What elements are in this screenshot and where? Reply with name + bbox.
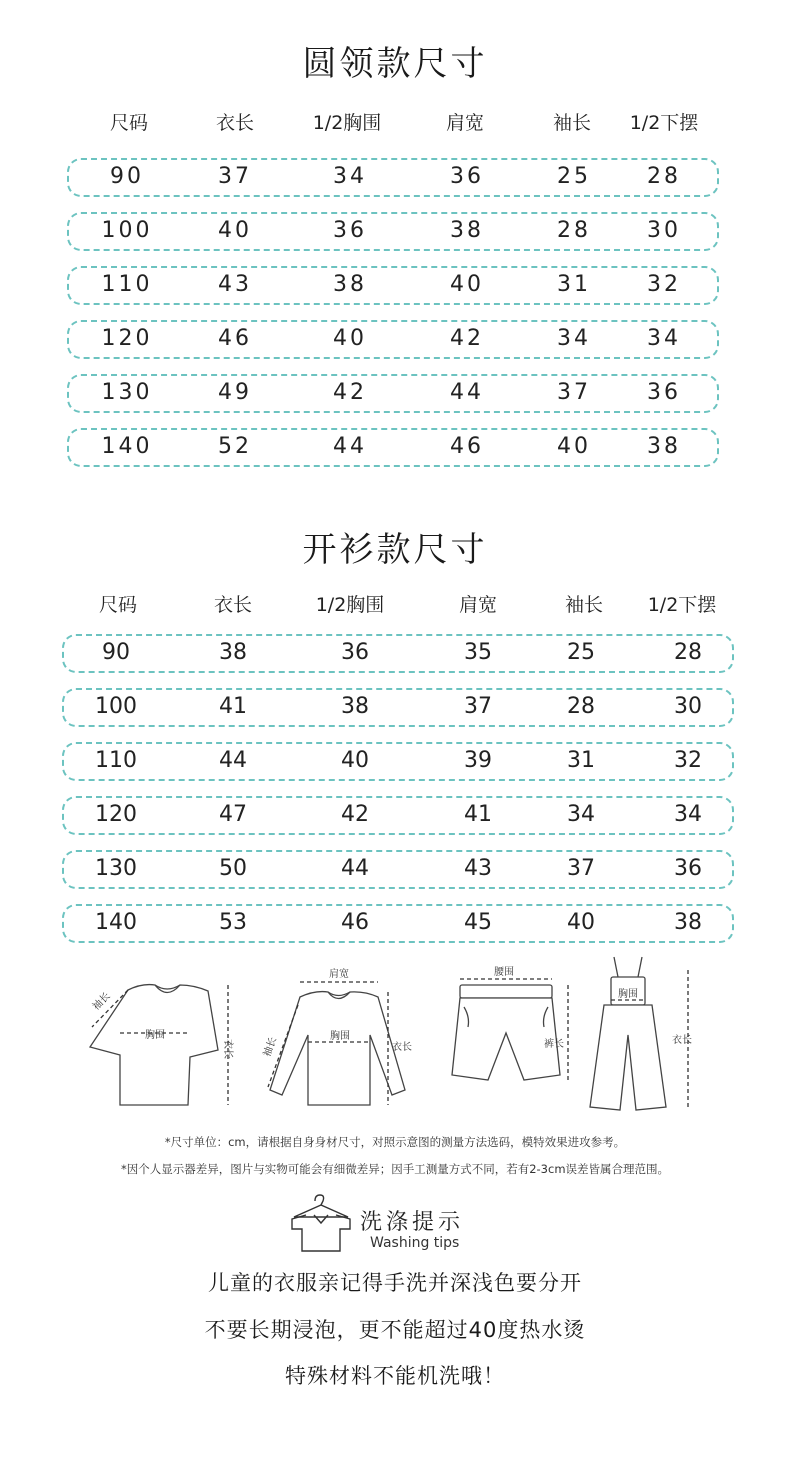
table1-title: 圆领款尺寸 (302, 44, 488, 84)
table-cell: 39 (464, 748, 492, 773)
table-cell: 38 (341, 694, 369, 719)
table-cell: 45 (464, 910, 492, 935)
table-cell: 32 (647, 272, 681, 297)
size-note-1: *尺寸单位：cm，请根据自身身材尺寸，对照示意图的测量方法选码，模特效果进攻参考。 (164, 1135, 626, 1149)
sweater-diagram (268, 982, 405, 1105)
table-cell: 46 (341, 910, 369, 935)
table-cell: 50 (219, 856, 247, 881)
table-cell: 40 (567, 910, 595, 935)
column-header: 衣长 (213, 594, 252, 616)
column-header: 肩宽 (445, 112, 484, 134)
table-cell: 130 (101, 380, 153, 405)
table-cell: 28 (647, 164, 681, 189)
table-cell: 40 (450, 272, 484, 297)
table-cell: 34 (647, 326, 681, 351)
table-cell: 90 (102, 640, 130, 665)
table-cell: 47 (219, 802, 247, 827)
table-cell: 28 (557, 218, 591, 243)
table-cell: 38 (450, 218, 484, 243)
column-header: 1/2下摆 (647, 594, 717, 616)
table-cell: 120 (95, 802, 137, 827)
table-cell: 38 (647, 434, 681, 459)
tshirt-sleeve-label: 袖长 (90, 990, 113, 1013)
washing-tip-1: 儿童的衣服亲记得手洗并深浅色要分开 (208, 1271, 582, 1295)
table-cell: 42 (450, 326, 484, 351)
size-note-2: *因个人显示器差异，图片与实物可能会有细微差异；因手工测量方式不同，若有2-3cm误差皆属合理范围。 (120, 1162, 670, 1176)
table-cell: 34 (557, 326, 591, 351)
table-cell: 43 (464, 856, 492, 881)
table-cell: 31 (557, 272, 591, 297)
shorts-length-label: 裤长 (544, 1039, 564, 1050)
overalls-diagram (590, 957, 688, 1110)
table-cell: 44 (333, 434, 367, 459)
tshirt-diagram (90, 985, 228, 1105)
table-cell: 34 (674, 802, 702, 827)
table-cell: 36 (341, 640, 369, 665)
shorts-waist-label: 腰围 (494, 967, 514, 978)
column-header: 袖长 (552, 112, 591, 134)
table-cell: 40 (333, 326, 367, 351)
table-row (62, 742, 734, 781)
sweater-sleeve-label: 袖长 (261, 1035, 280, 1059)
shorts-diagram (452, 979, 568, 1080)
table-cell: 30 (674, 694, 702, 719)
shirt-on-hanger-icon (290, 1193, 352, 1253)
table-row (62, 688, 734, 727)
table-cell: 130 (95, 856, 137, 881)
column-header: 尺码 (109, 112, 148, 134)
table-cell: 37 (567, 856, 595, 881)
sweater-chest-label: 胸围 (330, 1031, 350, 1042)
tshirt-length-label: 衣长 (222, 1039, 233, 1059)
table-cell: 37 (557, 380, 591, 405)
table-cell: 43 (218, 272, 252, 297)
table-cell: 53 (219, 910, 247, 935)
table-cell: 120 (101, 326, 153, 351)
table-cell: 32 (674, 748, 702, 773)
table-cell: 38 (333, 272, 367, 297)
table-cell: 37 (464, 694, 492, 719)
table-cell: 44 (450, 380, 484, 405)
overalls-length-label: 衣长 (672, 1035, 692, 1046)
washing-subtitle: Washing tips (370, 1235, 460, 1251)
table-cell: 46 (218, 326, 252, 351)
table-cell: 140 (95, 910, 137, 935)
washing-tip-2: 不要长期浸泡，更不能超过40度热水烫 (204, 1318, 586, 1342)
sweater-length-label: 衣长 (392, 1042, 412, 1053)
table-cell: 31 (567, 748, 595, 773)
table-row (62, 634, 734, 673)
table-cell: 90 (110, 164, 144, 189)
table-cell: 35 (464, 640, 492, 665)
table-cell: 41 (464, 802, 492, 827)
table-cell: 140 (101, 434, 153, 459)
column-header: 1/2胸围 (315, 594, 385, 616)
table-cell: 28 (567, 694, 595, 719)
table-cell: 44 (341, 856, 369, 881)
table-cell: 44 (219, 748, 247, 773)
column-header: 1/2下摆 (629, 112, 699, 134)
table-cell: 40 (218, 218, 252, 243)
table-row (62, 850, 734, 889)
table-cell: 25 (567, 640, 595, 665)
table-cell: 36 (450, 164, 484, 189)
table-row (62, 904, 734, 943)
table-cell: 100 (101, 218, 153, 243)
table-cell: 100 (95, 694, 137, 719)
table-cell: 52 (218, 434, 252, 459)
table-cell: 36 (333, 218, 367, 243)
table-cell: 110 (101, 272, 153, 297)
table-cell: 40 (557, 434, 591, 459)
table-cell: 34 (333, 164, 367, 189)
table-cell: 46 (450, 434, 484, 459)
table-cell: 110 (95, 748, 137, 773)
washing-tip-3: 特殊材料不能机洗哦！ (285, 1364, 505, 1388)
table-cell: 41 (219, 694, 247, 719)
table-cell: 30 (647, 218, 681, 243)
table-cell: 25 (557, 164, 591, 189)
overalls-chest-label: 胸围 (618, 989, 638, 1000)
column-header: 1/2胸围 (312, 112, 382, 134)
table-cell: 38 (219, 640, 247, 665)
table-cell: 36 (647, 380, 681, 405)
washing-title: 洗涤提示 (360, 1210, 465, 1235)
table-cell: 38 (674, 910, 702, 935)
tshirt-chest-label: 胸围 (145, 1030, 165, 1041)
table2-title: 开衫款尺寸 (302, 530, 488, 570)
table-cell: 49 (218, 380, 252, 405)
measurement-diagrams (70, 955, 720, 1120)
table-cell: 42 (333, 380, 367, 405)
sweater-shoulder-label: 肩宽 (329, 969, 349, 980)
table-cell: 36 (674, 856, 702, 881)
table-cell: 42 (341, 802, 369, 827)
table-cell: 40 (341, 748, 369, 773)
column-header: 衣长 (215, 112, 254, 134)
table-cell: 34 (567, 802, 595, 827)
table-cell: 28 (674, 640, 702, 665)
table-cell: 37 (218, 164, 252, 189)
table-row (62, 796, 734, 835)
column-header: 肩宽 (458, 594, 497, 616)
column-header: 尺码 (98, 594, 137, 616)
column-header: 袖长 (564, 594, 603, 616)
